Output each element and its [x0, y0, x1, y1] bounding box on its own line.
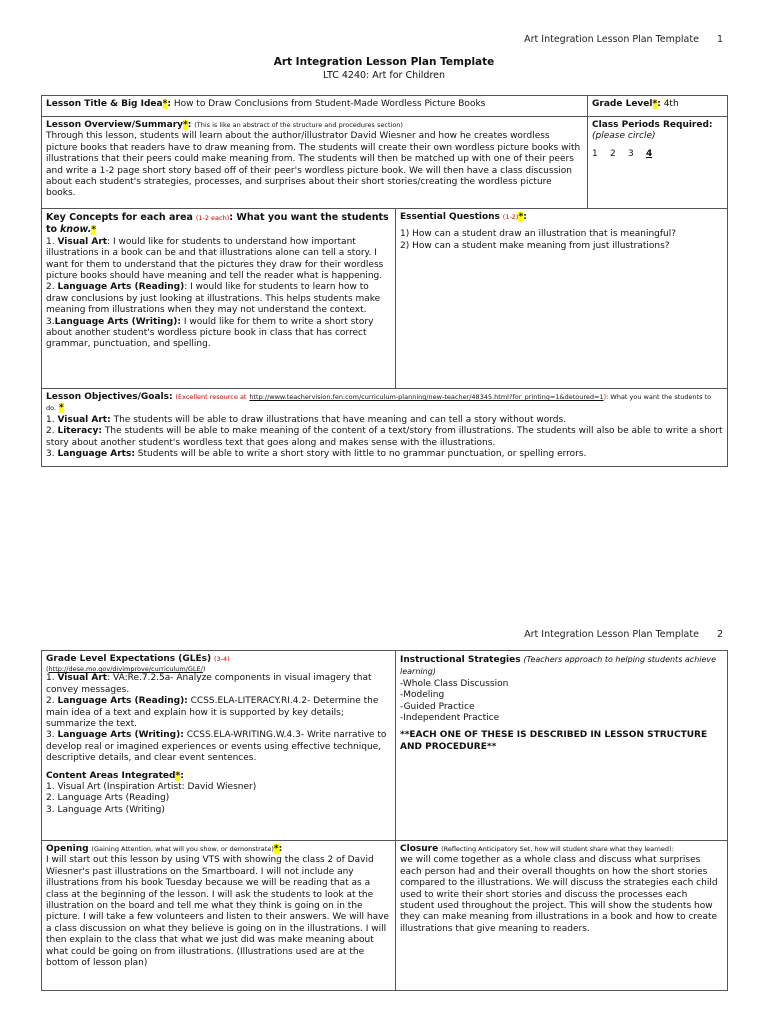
objectives-resource-prefix: (Excellent resource at: [175, 393, 247, 401]
key-concept-item: 1. Visual Art: I would like for students to understand how important illustrations in a book can be and that illustrations alone can tell a story. I want for them to understand that the pictures they draw for their wordless picture books should have meaning and tell the reader what is happening.: [46, 236, 384, 282]
grade-level-label: Grade Level: [592, 99, 653, 109]
key-concepts-cell: [42, 209, 396, 389]
instructional-strategies-cell: [396, 651, 728, 841]
gle-count: (3-4): [214, 655, 230, 663]
running-head-text: Art Integration Lesson Plan Template: [524, 34, 699, 45]
gle-item: 2. Language Arts (Reading): CCSS.ELA-LITERACY.RI.4.2- Determine the main idea of a text and explain how it is supported by key details; summarize the text.: [46, 696, 379, 730]
closure-body: we will come together as a whole class and discuss what surprises each person had and their overall thoughts on how the short stories compared to the illustrations. We will discuss the strategies each child used to write their short stories and discuss the processes each student used throughout the project. This will show the students how they can make meaning from illustrations in a book and how to create illustrations that give meaning to readers.: [400, 855, 718, 934]
key-concept-item: 3.Language Arts (Writing): I would like for them to write a short story about another student's wordless picture book in class that has correct grammar, punctuation, and spelling.: [46, 316, 374, 350]
period-option-3[interactable]: 3: [628, 148, 634, 159]
page-2: [0, 615, 768, 1024]
objective-item: 1. Visual Art: The students will be able to draw illustrations that have meaning and can tell a story without words.: [46, 414, 567, 425]
strategy-item: -Modeling: [400, 690, 445, 701]
lesson-plan-table: [41, 95, 728, 467]
objective-item: 2. Literacy: The students will be able to make meaning of the content of a text/story from illustrations. The students will also be able to write a short story about another student's wordless text that goes along and makes sense with the illustrations.: [46, 426, 723, 448]
objectives-label-tail: : What you want the students to do.: [46, 393, 712, 413]
objectives-cell: Lesson Objectives/Goals: (Excellent resource at http://www.teachervision.fen.com/curriculum-planning/new-teacher/48345.html?for_printing=1&detoured=1): What you want the students to do. * 1. Visual Art: The students will be able to draw illustrations that have meaning and can tell a story without words. 2. Literacy: The students will be able to make meaning of the content of a text/story from illustrations. The students will also be able to write a short story about another student's wordless text that goes along and makes sense with the illustrations. 3. Language Arts: Students will be able to write a short story with little to no grammar punctuation, or spelling errors.: [42, 389, 728, 467]
class-periods-cell: [588, 117, 728, 209]
gle-item: 1. Visual Art: VA:Re.7.2.5a- Analyze components in visual imagery that convey messages.: [46, 673, 372, 695]
period-option-1[interactable]: 1: [592, 148, 598, 159]
key-concepts-label-2: : What you want the students to: [46, 212, 389, 236]
essential-questions-cell: Essential Questions (1-2)*: 1) How can a student draw an illustration that is meaningful? 2) How can a student make meaning from just illustrations?: [396, 209, 728, 389]
objectives-label: Lesson Objectives/Goals:: [46, 392, 173, 402]
required-star: *: [91, 225, 97, 236]
key-concept-item: 2. Language Arts (Reading): I would like for students to learn how to draw conclusions by just looking at illustrations. This helps students make meaning from illustrations when they may not understand the context.: [46, 282, 381, 316]
lesson-title-label: Lesson Title & Big Idea: [46, 99, 163, 109]
overview-note: (This is like an abstract of the structure and procedures section): [194, 121, 403, 129]
gle-cell: Grade Level Expectations (GLEs) (3-4) (http://dese.mo.gov/divimprove/curriculum/GLE/) 1. Visual Art: VA:Re.7.2.5a- Analyze components in visual imagery that convey messages. 2. Language Arts (Reading): CCSS.ELA-LITERACY.RI.4.2- Determine the main idea of a text and explain how it is supported by key details; summarize the text. 3. Language Arts (Writing): CCSS.ELA-WRITING.W.4.3- Write narrative to develop real or imagined experiences or events using effective technique, descriptive details, and clear event sentences. Content Areas Integrated*: 1. Visual Art (Inspiration Artist: David Wiesner) 2. Language Arts (Reading) 3. Language Arts (Writing): [42, 651, 396, 841]
instructional-strategies-label: Instructional Strategies: [400, 655, 521, 665]
required-star: *: [518, 212, 524, 222]
document-subtitle: LTC 4240: Art for Children: [322, 70, 446, 81]
objectives-resource-link[interactable]: http://www.teachervision.fen.com/curriculum-planning/new-teacher/48345.html?for_printing=1&detoured=1: [249, 393, 604, 401]
grade-level-value: 4th: [663, 99, 679, 109]
instructional-strategies-note: (Teachers approach to helping students achieve learning): [400, 655, 717, 677]
document-title: Art Integration Lesson Plan Template: [273, 56, 495, 68]
class-periods-label: Class Periods Required:: [592, 120, 713, 130]
key-concepts-label: Key Concepts for each area: [46, 212, 193, 223]
required-star: *: [175, 770, 181, 781]
content-area-item: 3. Language Arts (Writing): [46, 804, 165, 815]
gle-label: Grade Level Expectations (GLEs): [46, 654, 212, 664]
content-area-item: 1. Visual Art (Inspiration Artist: David Wiesner): [46, 782, 257, 793]
closure-note: (Reflecting Anticipatory Set, how will student share what they learned):: [441, 845, 674, 853]
strategy-item: -Guided Practice: [400, 701, 475, 712]
content-area-item: 2. Language Arts (Reading): [46, 793, 170, 804]
opening-note: (Gaining Attention, what will you show, or demonstrate): [91, 845, 274, 853]
required-star: *: [652, 99, 658, 109]
running-head: [524, 34, 723, 46]
key-concepts-label-3: know.: [59, 224, 92, 236]
lesson-title-cell: Lesson Title & Big Idea*: How to Draw Conclusions from Student-Made Wordless Picture Books: [42, 96, 588, 117]
page-number: 2: [716, 629, 723, 640]
required-star: *: [162, 99, 168, 109]
running-head-text: Art Integration Lesson Plan Template: [524, 629, 699, 640]
closure-label: Closure: [400, 844, 439, 854]
key-concepts-count: (1-2 each): [195, 214, 230, 222]
running-head: [524, 629, 723, 641]
opening-cell: Opening (Gaining Attention, what will you show, or demonstrate)*: I will start out this lesson by using VTS with showing the class 2 of David Wiesner's past illustrations on the Smartboard. I will not include any illustrations from his book Tuesday because we will be reading that as a class at the beginning of the lesson. I will ask the students to look at the illustration on the board and tell me what they think is going on in the picture. I will take a few volunteers and listen to their answers. We will have a class discussion on what they believe is going on in the illustrations. I will then explain to the class that what we just did was make meaning about what could be going on from illustrations. (Illustrations used are at the bottom of lesson plan): [42, 841, 396, 991]
closure-cell: [396, 841, 728, 991]
lesson-title-value: How to Draw Conclusions from Student-Made Wordless Picture Books: [173, 99, 486, 109]
opening-label: Opening: [46, 844, 89, 854]
page-number: 1: [716, 34, 723, 45]
overview-cell: Lesson Overview/Summary*: (This is like an abstract of the structure and procedures section) Through this lesson, students will learn about the author/illustrator David Wiesner and how he creates wordless picture books that readers have to draw meaning from. The students will create their own wordless picture books with illustrations that their peers could make meaning from. The students will then be matched up with one of their peers and write a 1-2 page short story based off of their peer's wordless picture book. We will then have a class discussion about each student's strategies, processes, and surprises about their short stories/creating the wordless picture books.: [42, 117, 588, 209]
objective-item: 3. Language Arts: Students will be able to write a short story with little to no grammar punctuation, or spelling errors.: [46, 449, 587, 460]
class-periods-hint: (please circle): [592, 131, 656, 142]
content-areas-label: Content Areas Integrated: [46, 770, 176, 781]
strategies-emphasis: **EACH ONE OF THESE IS DESCRIBED IN LESSON STRUCTURE AND PROCEDURE**: [400, 730, 708, 752]
strategy-item: -Independent Practice: [400, 713, 500, 724]
period-option-2[interactable]: 2: [610, 148, 616, 159]
essential-question-item: 1) How can a student draw an illustration that is meaningful?: [400, 229, 677, 240]
period-option-4-selected[interactable]: 4: [646, 148, 653, 159]
essential-question-item: 2) How can a student make meaning from just illustrations?: [400, 240, 670, 251]
opening-body: I will start out this lesson by using VTS with showing the class 2 of David Wiesner's past illustrations on the Smartboard. I will not include any illustrations from his book Tuesday because we will be reading that as a class at the beginning of the lesson. I will ask the students to look at the illustration on the board and tell me what they think is going on in the picture. I will take a few volunteers and listen to their answers. We will have a class discussion on what they believe is going on in the illustrations. I will then explain to the class that what we just did was make meaning about what could be going on from illustrations. (Illustrations used are at the bottom of lesson plan): [46, 855, 389, 969]
required-star: *: [273, 844, 279, 854]
grade-level-cell: Grade Level*: 4th: [588, 96, 728, 117]
essential-questions-label: Essential Questions: [400, 212, 500, 222]
lesson-plan-table-2: [41, 650, 728, 991]
essential-questions-count: (1-2): [502, 213, 519, 221]
page-break: [0, 520, 768, 615]
overview-label: Lesson Overview/Summary: [46, 120, 184, 130]
gle-link[interactable]: http://dese.mo.gov/divimprove/curriculum/GLE/: [48, 665, 203, 674]
gle-item: 3. Language Arts (Writing): CCSS.ELA-WRITING.W.4.3- Write narrative to develop real or imagined experiences or events using effective technique, descriptive details, and clear event sentences.: [46, 730, 387, 764]
required-star: *: [183, 120, 188, 130]
class-periods-options: [592, 149, 723, 160]
strategy-item: -Whole Class Discussion: [400, 678, 509, 689]
required-star: *: [58, 403, 64, 414]
overview-body: Through this lesson, students will learn about the author/illustrator David Wiesner and how he creates wordless picture books that readers have to draw meaning from. The students will create their own wordless picture books with illustrations that their peers could make meaning from. The students will then be matched up with one of their peers and write a 1-2 page short story based off of their peer's wordless picture book. We will then have a class discussion about each student's strategies, processes, and surprises about their short stories/creating the wordless picture books.: [46, 131, 581, 199]
